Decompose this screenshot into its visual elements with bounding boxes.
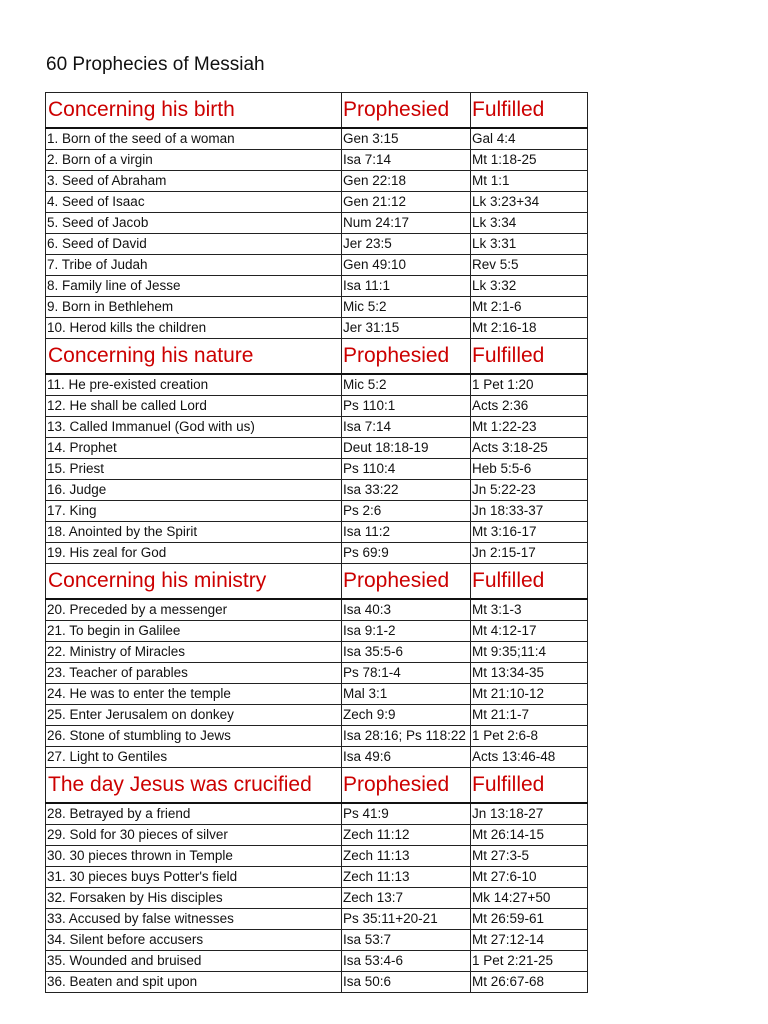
prophesied-reference: Isa 49:6 — [342, 747, 471, 768]
prophecy-text: 1. Born of the seed of a woman — [46, 128, 342, 150]
section-heading: Concerning his birth — [46, 93, 342, 129]
fulfilled-reference: Acts 13:46-48 — [471, 747, 588, 768]
prophesied-reference: Isa 11:2 — [342, 522, 471, 543]
table-row — [46, 825, 588, 846]
table-row — [46, 930, 588, 951]
table-row — [46, 150, 588, 171]
table-row — [46, 888, 588, 909]
prophesied-reference: Gen 22:18 — [342, 171, 471, 192]
section-heading: The day Jesus was crucified — [46, 768, 342, 804]
section-header-row — [46, 93, 588, 129]
prophecy-text: 18. Anointed by the Spirit — [46, 522, 342, 543]
prophesied-reference: Isa 28:16; Ps 118:22 — [342, 726, 471, 747]
prophecy-text: 30. 30 pieces thrown in Temple — [46, 846, 342, 867]
table-row — [46, 522, 588, 543]
table-row — [46, 909, 588, 930]
fulfilled-reference: Jn 2:15-17 — [471, 543, 588, 564]
fulfilled-reference: 1 Pet 1:20 — [471, 374, 588, 396]
prophecy-text: 32. Forsaken by His disciples — [46, 888, 342, 909]
table-row — [46, 621, 588, 642]
fulfilled-reference: Lk 3:31 — [471, 234, 588, 255]
prophesied-reference: Deut 18:18-19 — [342, 438, 471, 459]
section-header-row — [46, 564, 588, 600]
prophesied-reference: Ps 78:1-4 — [342, 663, 471, 684]
prophecy-text: 17. King — [46, 501, 342, 522]
prophesied-reference: Ps 110:1 — [342, 396, 471, 417]
prophecy-text: 23. Teacher of parables — [46, 663, 342, 684]
prophecy-text: 28. Betrayed by a friend — [46, 803, 342, 825]
fulfilled-reference: Jn 18:33-37 — [471, 501, 588, 522]
table-row — [46, 480, 588, 501]
prophesied-reference: Ps 41:9 — [342, 803, 471, 825]
fulfilled-reference: Lk 3:32 — [471, 276, 588, 297]
prophesied-reference: Isa 53:7 — [342, 930, 471, 951]
table-row — [46, 374, 588, 396]
prophecy-text: 24. He was to enter the temple — [46, 684, 342, 705]
table-row — [46, 972, 588, 993]
prophesied-reference: Gen 49:10 — [342, 255, 471, 276]
table-row — [46, 255, 588, 276]
prophesied-reference: Gen 3:15 — [342, 128, 471, 150]
column-header-prophesied: Prophesied — [342, 93, 471, 129]
prophecy-text: 20. Preceded by a messenger — [46, 599, 342, 621]
column-header-prophesied: Prophesied — [342, 564, 471, 600]
column-header-fulfilled: Fulfilled — [471, 93, 588, 129]
column-header-prophesied: Prophesied — [342, 339, 471, 375]
prophesied-reference: Isa 50:6 — [342, 972, 471, 993]
fulfilled-reference: Mt 2:1-6 — [471, 297, 588, 318]
table-row — [46, 459, 588, 480]
prophecy-text: 27. Light to Gentiles — [46, 747, 342, 768]
fulfilled-reference: Mt 9:35;11:4 — [471, 642, 588, 663]
prophesied-reference: Mic 5:2 — [342, 297, 471, 318]
prophesied-reference: Zech 13:7 — [342, 888, 471, 909]
fulfilled-reference: Mt 26:14-15 — [471, 825, 588, 846]
fulfilled-reference: Mt 21:10-12 — [471, 684, 588, 705]
prophesied-reference: Zech 9:9 — [342, 705, 471, 726]
column-header-fulfilled: Fulfilled — [471, 768, 588, 804]
prophecy-text: 25. Enter Jerusalem on donkey — [46, 705, 342, 726]
table-row — [46, 747, 588, 768]
prophecy-text: 7. Tribe of Judah — [46, 255, 342, 276]
column-header-prophesied: Prophesied — [342, 768, 471, 804]
prophesied-reference: Isa 9:1-2 — [342, 621, 471, 642]
fulfilled-reference: Mk 14:27+50 — [471, 888, 588, 909]
document-title: 60 Prophecies of Messiah — [46, 54, 265, 75]
fulfilled-reference: Mt 2:16-18 — [471, 318, 588, 339]
prophesied-reference: Isa 11:1 — [342, 276, 471, 297]
fulfilled-reference: Heb 5:5-6 — [471, 459, 588, 480]
prophecy-text: 2. Born of a virgin — [46, 150, 342, 171]
prophecy-text: 31. 30 pieces buys Potter's field — [46, 867, 342, 888]
prophecy-text: 22. Ministry of Miracles — [46, 642, 342, 663]
prophecy-text: 9. Born in Bethlehem — [46, 297, 342, 318]
prophecy-text: 19. His zeal for God — [46, 543, 342, 564]
prophecy-text: 34. Silent before accusers — [46, 930, 342, 951]
table-row — [46, 684, 588, 705]
prophesied-reference: Mic 5:2 — [342, 374, 471, 396]
table-row — [46, 318, 588, 339]
table-row — [46, 543, 588, 564]
prophecy-text: 3. Seed of Abraham — [46, 171, 342, 192]
prophecy-text: 10. Herod kills the children — [46, 318, 342, 339]
prophecies-table — [45, 92, 588, 993]
section-header-row — [46, 339, 588, 375]
table-row — [46, 803, 588, 825]
fulfilled-reference: Mt 27:12-14 — [471, 930, 588, 951]
table-row — [46, 213, 588, 234]
prophecy-text: 8. Family line of Jesse — [46, 276, 342, 297]
prophecy-text: 15. Priest — [46, 459, 342, 480]
prophecy-text: 33. Accused by false witnesses — [46, 909, 342, 930]
prophecies-table-body — [46, 93, 588, 993]
prophesied-reference: Num 24:17 — [342, 213, 471, 234]
prophecy-text: 29. Sold for 30 pieces of silver — [46, 825, 342, 846]
fulfilled-reference: Mt 13:34-35 — [471, 663, 588, 684]
fulfilled-reference: 1 Pet 2:21-25 — [471, 951, 588, 972]
prophecy-text: 14. Prophet — [46, 438, 342, 459]
fulfilled-reference: Acts 2:36 — [471, 396, 588, 417]
table-row — [46, 705, 588, 726]
table-row — [46, 171, 588, 192]
fulfilled-reference: Mt 27:3-5 — [471, 846, 588, 867]
prophesied-reference: Zech 11:13 — [342, 867, 471, 888]
prophecy-text: 5. Seed of Jacob — [46, 213, 342, 234]
prophecy-text: 16. Judge — [46, 480, 342, 501]
prophesied-reference: Jer 31:15 — [342, 318, 471, 339]
section-heading: Concerning his ministry — [46, 564, 342, 600]
table-row — [46, 438, 588, 459]
prophesied-reference: Ps 110:4 — [342, 459, 471, 480]
table-row — [46, 951, 588, 972]
table-row — [46, 599, 588, 621]
prophesied-reference: Ps 35:11+20-21 — [342, 909, 471, 930]
fulfilled-reference: Mt 1:1 — [471, 171, 588, 192]
table-row — [46, 642, 588, 663]
column-header-fulfilled: Fulfilled — [471, 564, 588, 600]
prophecy-text: 6. Seed of David — [46, 234, 342, 255]
table-row — [46, 396, 588, 417]
prophesied-reference: Isa 40:3 — [342, 599, 471, 621]
table-row — [46, 417, 588, 438]
prophecy-text: 35. Wounded and bruised — [46, 951, 342, 972]
prophecy-text: 26. Stone of stumbling to Jews — [46, 726, 342, 747]
fulfilled-reference: Acts 3:18-25 — [471, 438, 588, 459]
table-row — [46, 276, 588, 297]
prophecy-text: 12. He shall be called Lord — [46, 396, 342, 417]
fulfilled-reference: Mt 1:22-23 — [471, 417, 588, 438]
fulfilled-reference: Jn 13:18-27 — [471, 803, 588, 825]
table-row — [46, 128, 588, 150]
prophecy-text: 4. Seed of Isaac — [46, 192, 342, 213]
prophesied-reference: Isa 7:14 — [342, 417, 471, 438]
prophesied-reference: Gen 21:12 — [342, 192, 471, 213]
prophecy-text: 13. Called Immanuel (God with us) — [46, 417, 342, 438]
prophesied-reference: Ps 69:9 — [342, 543, 471, 564]
fulfilled-reference: Mt 26:67-68 — [471, 972, 588, 993]
prophesied-reference: Jer 23:5 — [342, 234, 471, 255]
table-row — [46, 726, 588, 747]
fulfilled-reference: Mt 21:1-7 — [471, 705, 588, 726]
prophecy-text: 11. He pre-existed creation — [46, 374, 342, 396]
table-row — [46, 663, 588, 684]
prophesied-reference: Ps 2:6 — [342, 501, 471, 522]
fulfilled-reference: Mt 3:16-17 — [471, 522, 588, 543]
fulfilled-reference: Mt 1:18-25 — [471, 150, 588, 171]
prophesied-reference: Zech 11:13 — [342, 846, 471, 867]
fulfilled-reference: 1 Pet 2:6-8 — [471, 726, 588, 747]
fulfilled-reference: Mt 26:59-61 — [471, 909, 588, 930]
prophecy-text: 36. Beaten and spit upon — [46, 972, 342, 993]
fulfilled-reference: Lk 3:23+34 — [471, 192, 588, 213]
fulfilled-reference: Jn 5:22-23 — [471, 480, 588, 501]
prophesied-reference: Isa 53:4-6 — [342, 951, 471, 972]
prophecy-text: 21. To begin in Galilee — [46, 621, 342, 642]
fulfilled-reference: Mt 3:1-3 — [471, 599, 588, 621]
prophesied-reference: Zech 11:12 — [342, 825, 471, 846]
table-row — [46, 867, 588, 888]
fulfilled-reference: Gal 4:4 — [471, 128, 588, 150]
table-row — [46, 846, 588, 867]
section-header-row — [46, 768, 588, 804]
prophesied-reference: Isa 33:22 — [342, 480, 471, 501]
column-header-fulfilled: Fulfilled — [471, 339, 588, 375]
table-row — [46, 501, 588, 522]
prophesied-reference: Isa 7:14 — [342, 150, 471, 171]
fulfilled-reference: Mt 4:12-17 — [471, 621, 588, 642]
section-heading: Concerning his nature — [46, 339, 342, 375]
prophesied-reference: Mal 3:1 — [342, 684, 471, 705]
table-row — [46, 234, 588, 255]
prophesied-reference: Isa 35:5-6 — [342, 642, 471, 663]
fulfilled-reference: Mt 27:6-10 — [471, 867, 588, 888]
fulfilled-reference: Lk 3:34 — [471, 213, 588, 234]
table-row — [46, 192, 588, 213]
fulfilled-reference: Rev 5:5 — [471, 255, 588, 276]
table-row — [46, 297, 588, 318]
